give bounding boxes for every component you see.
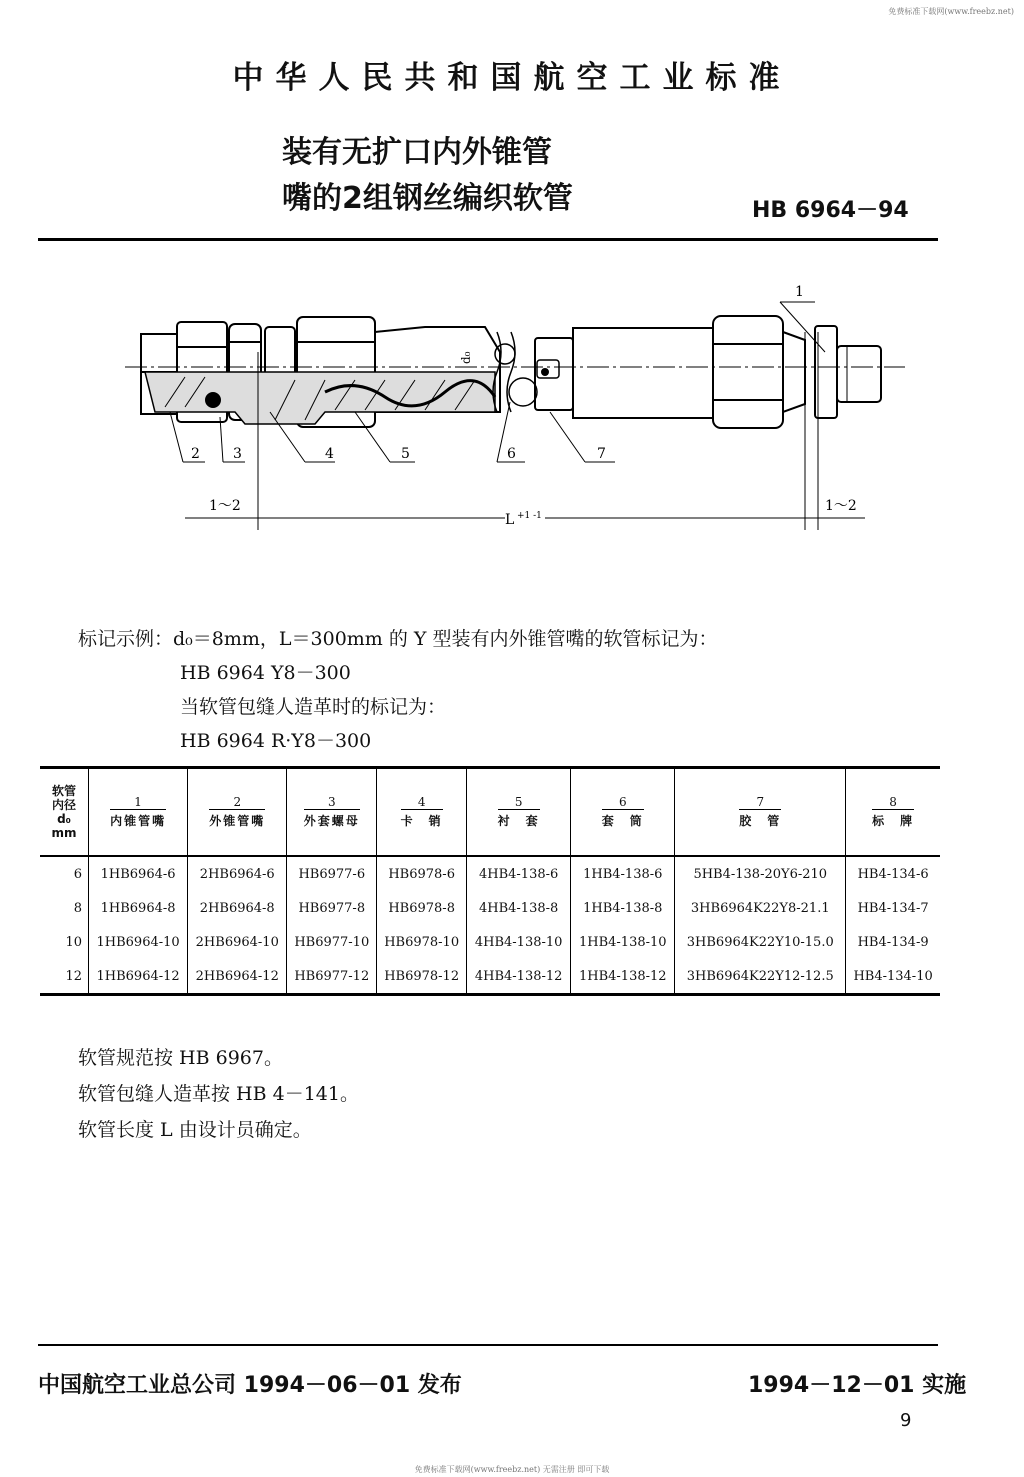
standard-header: 中华人民共和国航空工业标准 [232, 60, 792, 96]
watermark-top: 免费标准下载网(www.freebz.net) [888, 7, 1014, 16]
table-row: 8 1HB6964-8 2HB6964-8 HB6977-8 HB6978-8 4HB4-138-8 1HB4-138-8 3HB6964K22Y8-21.1 HB4-134-7 [40, 891, 940, 925]
marking-line-3: 当软管包缝人造革时的标记为： [180, 696, 447, 718]
dim-length-label: L [505, 512, 515, 528]
column-header: 5 衬 套 [467, 768, 571, 857]
callout-7: 7 [597, 446, 606, 462]
note-3: 软管长度 L 由设计员确定。 [78, 1119, 312, 1141]
right-nut-shape [713, 316, 783, 428]
table-row: 10 1HB6964-10 2HB6964-10 HB6977-10 HB6978-10 4HB4-138-10 1HB4-138-10 3HB6964K22Y10-15.0 HB4-134-9 [40, 925, 940, 959]
table-row: 6 1HB6964-6 2HB6964-6 HB6977-6 HB6978-6 4HB4-138-6 1HB4-138-6 5HB4-138-20Y6-210 HB4-134-6 [40, 856, 940, 891]
corner-header: 软管 内径 d₀ mm [51, 784, 77, 840]
callout-6: 6 [507, 446, 516, 462]
column-header: 2 外锥管嘴 [188, 768, 287, 857]
document-title [282, 130, 573, 222]
o-ring-shape [206, 393, 220, 407]
callout-2: 2 [191, 446, 200, 462]
section-cutaway [145, 372, 495, 424]
title-line-1: 装有无扩口内外锥管 [282, 135, 552, 170]
dim-tolerance-label: +1 -1 [517, 511, 542, 521]
callout-4: 4 [325, 446, 334, 462]
marking-line-2: HB 6964 Y8－300 [180, 662, 351, 684]
note-1: 软管规范按 HB 6967。 [78, 1047, 283, 1069]
d0-label: d₀ [459, 351, 473, 364]
rubber-hose-shape [573, 328, 713, 418]
header-rule [38, 238, 938, 241]
marking-line-1: 标记示例：d₀＝8mm，L＝300mm 的 Y 型装有内外锥管嘴的软管标记为： [78, 628, 718, 650]
column-header: 7 胶 管 [675, 768, 846, 857]
callout-3: 3 [233, 446, 242, 462]
dim-left-label: 1～2 [209, 498, 241, 514]
table-header-row [40, 768, 940, 857]
effective-date: 1994－12－01 实施 [748, 1373, 967, 1398]
document-code: HB 6964－94 [752, 198, 909, 223]
page-number: 9 [900, 1410, 912, 1431]
parts-table [40, 766, 940, 996]
watermark-bottom: 免费标准下载网(www.freebz.net) 无需注册 即可下载 [414, 1465, 610, 1474]
footer-rule [38, 1344, 938, 1346]
publisher: 中国航空工业总公司 1994－06－01 发布 [38, 1373, 462, 1398]
callout-5: 5 [401, 446, 410, 462]
column-header: 3 外套螺母 [287, 768, 377, 857]
clamp-shape [535, 338, 573, 410]
title-line-2: 嘴的2组钢丝编织软管 [282, 181, 573, 216]
marking-line-4: HB 6964 R·Y8－300 [180, 730, 372, 752]
note-2: 软管包缝人造革按 HB 4－141。 [78, 1083, 359, 1105]
column-header: 6 套 筒 [571, 768, 675, 857]
table-row: 12 1HB6964-12 2HB6964-12 HB6977-12 HB6978-12 4HB4-138-12 1HB4-138-12 3HB6964K22Y12-12.5 HB4-134-10 [40, 959, 940, 995]
notes [78, 1040, 359, 1148]
marking-example [78, 622, 717, 758]
right-fitting-end-shape [837, 346, 881, 402]
hose-assembly-drawing [125, 272, 905, 542]
dim-right-label: 1～2 [825, 498, 857, 514]
column-header: 1 内锥管嘴 [89, 768, 188, 857]
column-header: 4 卡 销 [377, 768, 467, 857]
column-header: 8 标 牌 [846, 768, 940, 857]
callout-1: 1 [795, 284, 804, 300]
